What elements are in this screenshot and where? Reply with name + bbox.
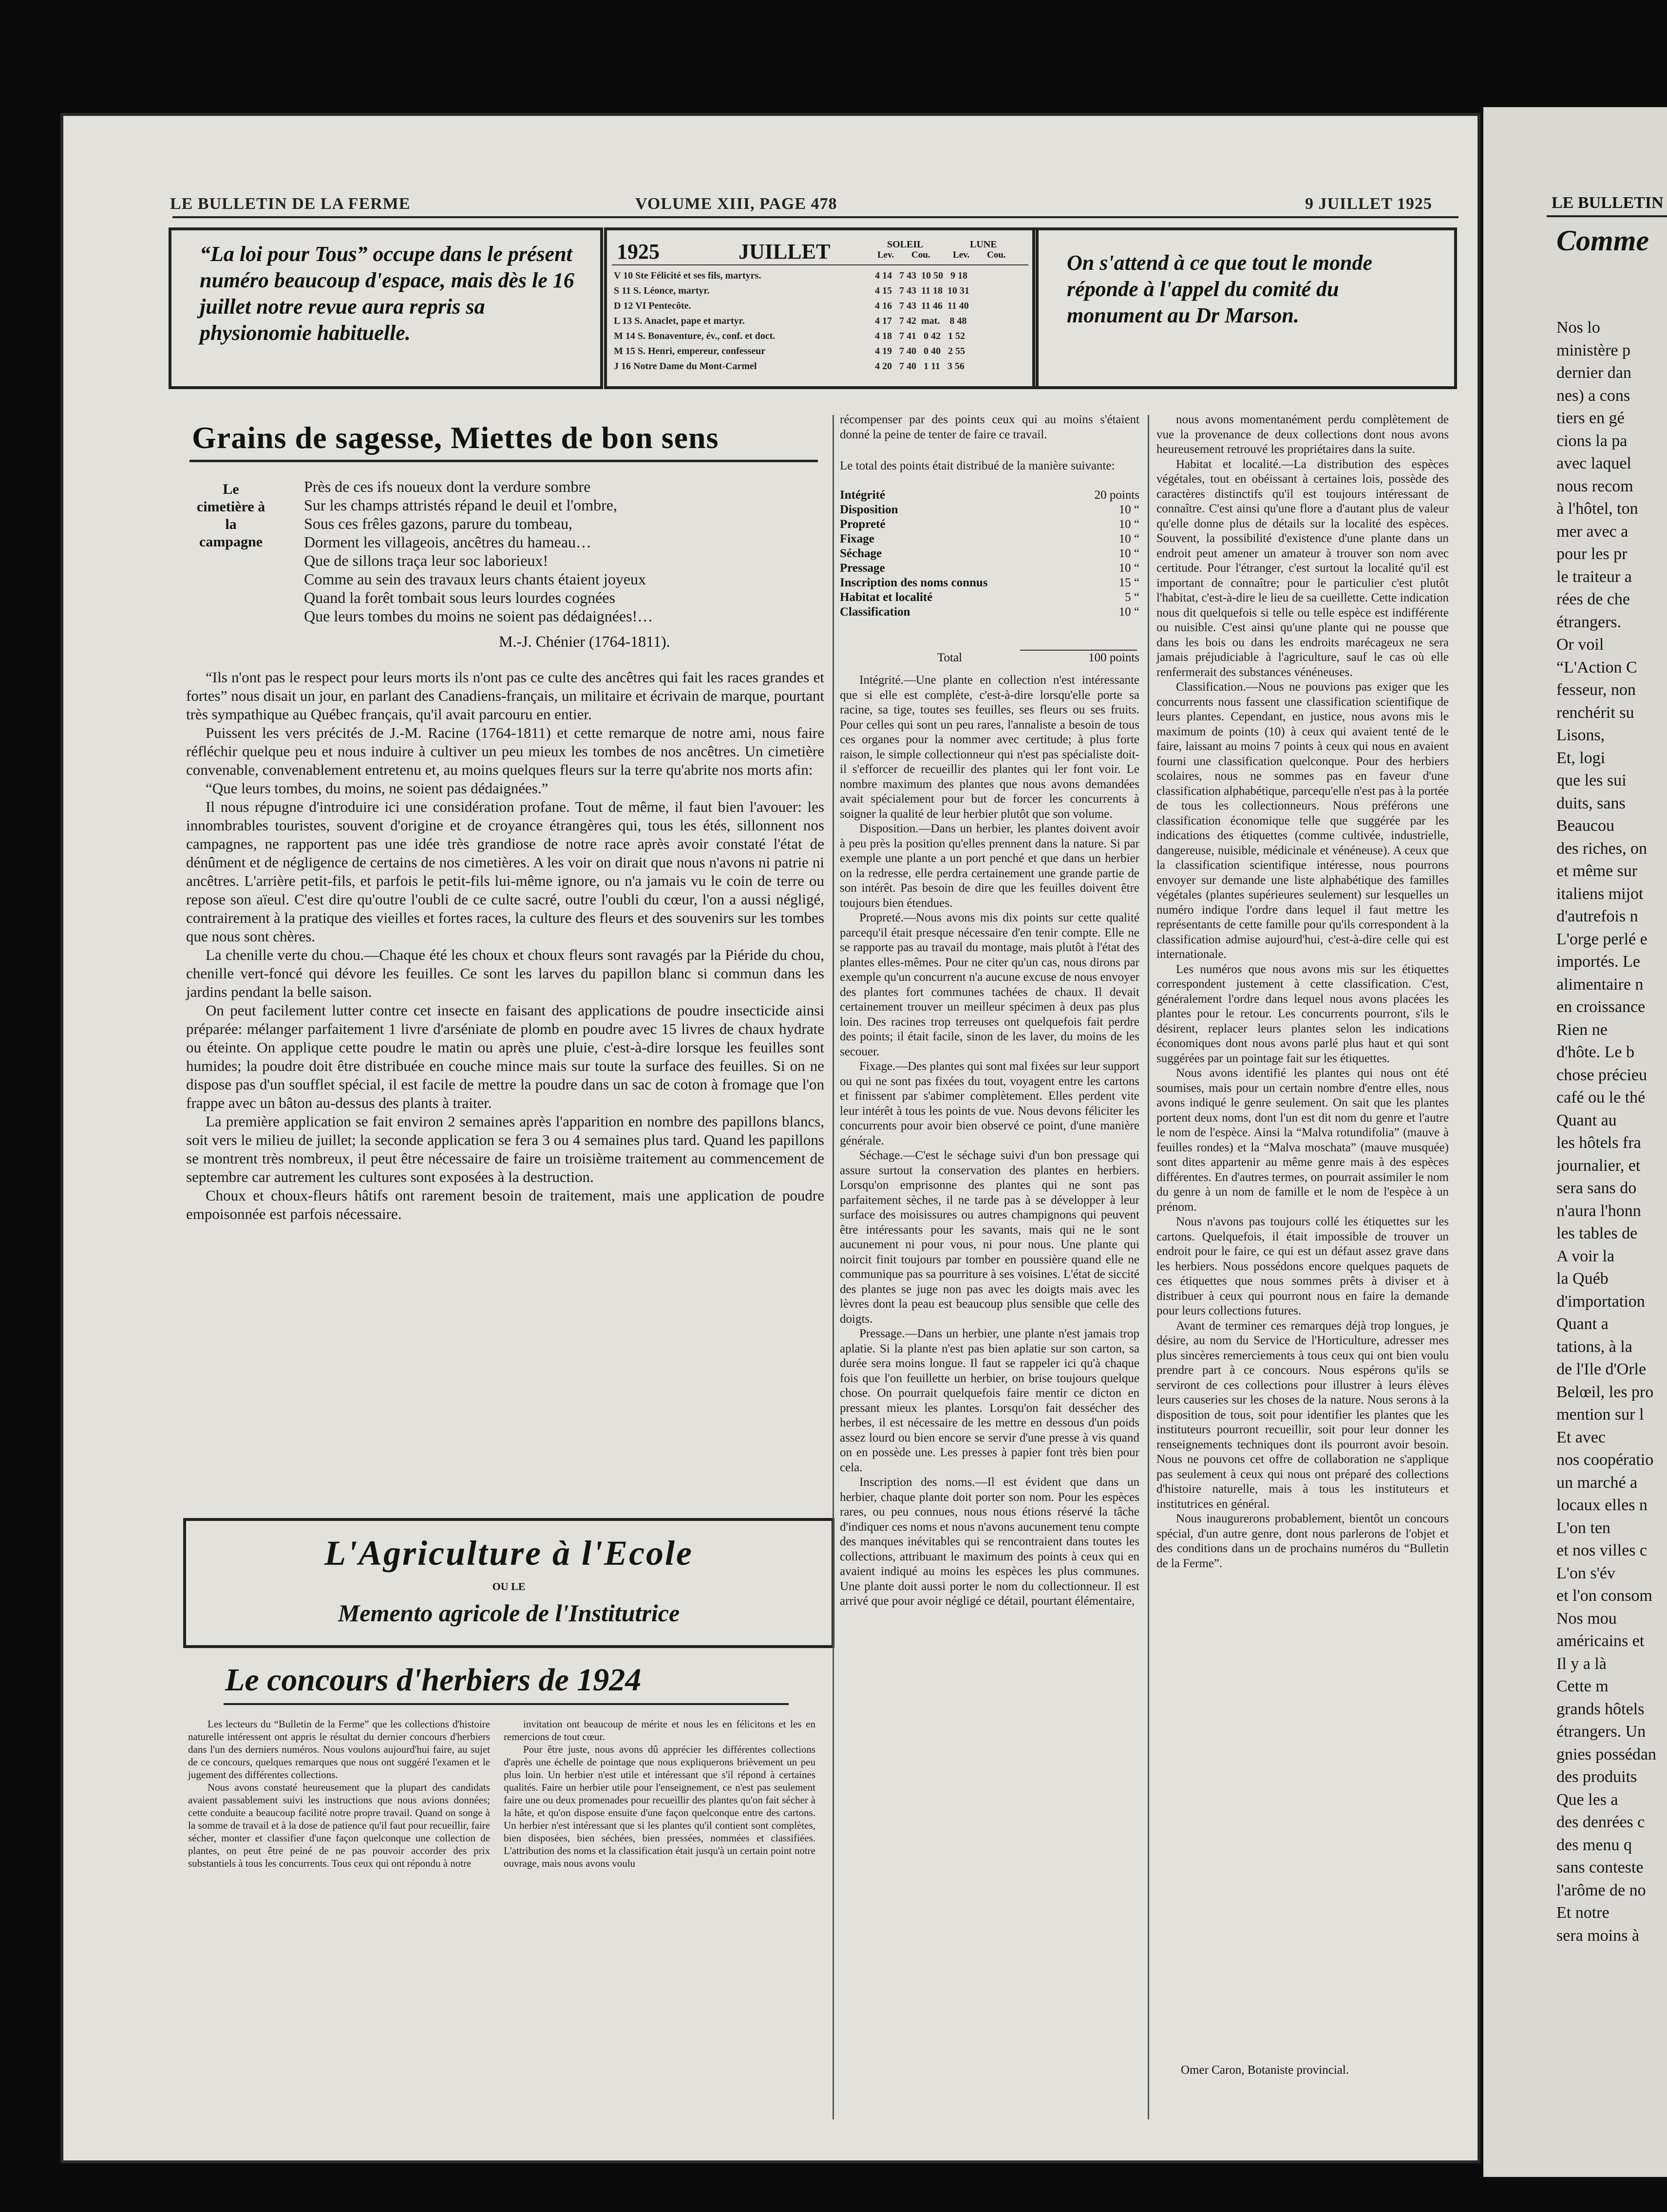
calendar-sub-cou2: Cou.: [987, 250, 1006, 260]
next-page-line: de l'Ile d'Orle: [1556, 1360, 1647, 1378]
running-head-left: LE BULLETIN DE LA FERME: [170, 195, 411, 213]
next-page-line: L'orge perlé e: [1556, 930, 1648, 948]
points-row: [840, 532, 1139, 546]
poem-line: Sur les champs attristés répand le deuil et l'ombre,: [304, 496, 617, 514]
concours-heading: Le concours d'herbiers de 1924: [225, 1662, 642, 1698]
points-table: [840, 488, 1139, 619]
next-page-line: nos coopératio: [1556, 1451, 1654, 1469]
points-value: 5 “: [1125, 591, 1139, 604]
points-row: [840, 517, 1139, 532]
poem-author: M.-J. Chénier (1764-1811).: [499, 633, 670, 650]
poem-line: Près de ces ifs noueux dont la verdure sombre: [304, 478, 591, 495]
paragraph: nous avons momentanément perdu complètement de vue la provenance de deux collections dont nous avons heureusement retrouvé les propriétaires dans la suite.: [1156, 413, 1449, 456]
next-page-line: les hôtels fra: [1556, 1134, 1641, 1152]
next-page-line: que les sui: [1556, 771, 1627, 789]
points-row: [840, 503, 1139, 517]
next-page-line: Cette m: [1556, 1677, 1609, 1695]
next-page-line: étrangers.: [1556, 613, 1622, 631]
next-page-line: Nos lo: [1556, 319, 1600, 337]
next-page-line: tations, à la: [1556, 1337, 1632, 1356]
poem-label: Le cimetière à la campagne: [196, 481, 265, 550]
paragraph: Fixage.—Des plantes qui sont mal fixées sur leur support ou qui ne sont pas fixées du tout, voyagent entre les cartons et finissent par s'abimer complètement. Elles perdent vite leur intérêt à tous les points de vue. Nous devons féliciter les concurrents pour avoir bien observé ce point, d'une manière générale.: [840, 1060, 1139, 1147]
next-page-line: café ou le thé: [1556, 1088, 1646, 1106]
points-row: [840, 576, 1139, 590]
calendar-times: 4 17 7 42 mat. 8 48: [875, 316, 967, 326]
next-page-title: Comme: [1556, 225, 1649, 257]
grains-heading-underline: [189, 460, 818, 462]
paragraph: invitation ont beaucoup de mérite et nous les en félicitons et les en remercions de tout cœur.: [504, 1718, 815, 1743]
next-page-line: la Québ: [1556, 1270, 1609, 1288]
notice-box-right: [1032, 227, 1457, 389]
next-page-line: alimentaire n: [1556, 975, 1644, 994]
col3-body: [840, 673, 1139, 1609]
next-page-line: nous recom: [1556, 477, 1633, 495]
next-page-line: des riches, on: [1556, 839, 1648, 858]
calendar-sub-cou1: Cou.: [911, 250, 930, 260]
paragraph: Nous avons constaté heureusement que la plupart des candidats avaient passablement suivi les instructions que nous avions données; cette conduite a beaucoup facilité notre propre travail. Quand on songe à la somme de travail et à la dose de patience qu'il faut pour recueillir, faire sécher, monter et classifier d'une façon quelconque une collection de plantes, on peut être peiné de ne pas pouvoir accorder des prix substantiels à tous les concurrents. Tous ceux qui ont répondu à notre: [188, 1781, 490, 1869]
paragraph: On peut facilement lutter contre cet insecte en faisant des applications de poudre insecticide ainsi préparée: mélanger parfaitement 1 livre d'arséniate de plomb en poudre avec 15 livres de chaux hydrate ou éteinte. On applique cette poudre le matin ou après une pluie, c'est-à-dire lorsque les feuilles sont humides; la poudre doit être distribuée en couche mince mais sur toute la surface des feuilles. Si on ne dispose pas d'un soufflet spécial, il est facile de mettre la poudre dans un sac de coton à fromage que l'on frappe avec un bâton au-dessus des plants à traiter.: [186, 1002, 824, 1111]
next-page-line: des menu q: [1556, 1836, 1632, 1854]
next-page-line: importés. Le: [1556, 953, 1640, 971]
calendar-day: L 13 S. Anaclet, pape et martyr.: [614, 316, 745, 326]
next-page-line: et même sur: [1556, 862, 1638, 880]
next-page-line: en croissance: [1556, 998, 1646, 1016]
points-value: 10 “: [1118, 518, 1139, 531]
next-page-line: renchérit su: [1556, 703, 1634, 722]
poem-line: Que leurs tombes du moins ne soient pas dédaignées!…: [304, 607, 653, 625]
paragraph: La chenille verte du chou.—Chaque été les choux et choux fleurs sont ravagés par la Piéride du chou, chenille vert-foncé qui dévore les feuilles. Ce sont les larves du papillon blanc si commun dans les jardins pendant la belle saison.: [186, 946, 824, 1000]
next-page-line: le traiteur a: [1556, 567, 1632, 586]
col4-body: [1156, 412, 1449, 1571]
calendar-day: D 12 VI Pentecôte.: [614, 300, 691, 311]
next-page-line: un marché a: [1556, 1473, 1638, 1492]
paragraph: “Que leurs tombes, du moins, ne soient pas dédaignées.”: [206, 780, 549, 797]
next-page-line: les tables de: [1556, 1224, 1638, 1242]
paragraph: Pour être juste, nous avons dû apprécier les différentes collections d'après une échelle de pointage que nous expliquerons brièvement un peu plus loin. Un herbier n'est utile et intéressant que s'il répond à certaines qualités. Faire un herbier utile pour l'enseignement, ce n'est pas seulement faire une ou deux promenades pour recueillir des plantes qu'on fait sécher à la hâte, et qu'on dispose ensuite d'une façon quelconque entre des cartons. Un herbier n'est intéressant que si les plantes qu'il contient sont complètes, bien disposées, bien séchées, bien pressées, nommées et classifiées. L'attribution des noms et la classification était jusqu'à un certain point notre ouvrage, mais nous avons voulu: [504, 1743, 815, 1869]
paragraph: Inscription des noms.—Il est évident que dans un herbier, chaque plante doit porter son nom. Pour les espèces rares, ou peu connues, nous nous étions réservé la tâche d'indiquer ces noms et nous n'avons aucunement tenu compte des manques inévitables qui se rencontraient dans toutes les collections, attribuant le maximum des points à ceux qui en avaient indiqué au moins les espèces les plus communes. Une plante doit aussi porter le nom du collectionneur. Il est arrivé que pour avoir négligé ce détail, pourtant élémentaire,: [840, 1476, 1139, 1608]
next-page-line: Quant au: [1556, 1111, 1617, 1129]
points-total-label: Total: [937, 651, 963, 664]
next-page-line: sera sans do: [1556, 1179, 1637, 1197]
paragraph: Les lecteurs du “Bulletin de la Ferme” que les collections d'histoire naturelle intéressent ont appris le résultat du dernier concours d'herbiers dans l'un des derniers numéros. Nous voulons aujourd'hui faire, au sujet de ce concours, quelques remarques que nous ont suggéré l'examen et le jugement des différentes collections.: [188, 1718, 490, 1781]
calendar-times: 4 20 7 40 1 11 3 56: [875, 361, 965, 372]
calendar-times: 4 16 7 43 11 46 11 40: [875, 300, 969, 311]
next-page-line: Nos mou: [1556, 1609, 1617, 1628]
notice-left-text: “La loi pour Tous” occupe dans le présent numéro beaucoup d'espace, mais dès le 16 juillet notre revue aura repris sa physionomie habituelle.: [200, 242, 574, 345]
next-page-line: fesseur, non: [1556, 681, 1636, 699]
points-row: [840, 605, 1139, 619]
next-page-line: grands hôtels: [1556, 1700, 1645, 1718]
points-label: Classification: [840, 605, 910, 619]
column-rule-2: [1148, 415, 1149, 2119]
next-page-line: L'on ten: [1556, 1518, 1610, 1537]
newspaper-page: [60, 113, 1480, 2163]
points-label: Propreté: [840, 518, 886, 531]
points-label: Fixage: [840, 532, 874, 545]
concours-underline: [224, 1703, 789, 1705]
calendar-box: [604, 227, 1039, 389]
next-page-line: gnies possédan: [1556, 1745, 1656, 1763]
calendar-times: 4 14 7 43 10 50 9 18: [875, 270, 967, 281]
next-page-line: nes) a cons: [1556, 386, 1630, 405]
points-label: Pressage: [840, 562, 885, 575]
next-page-line: Il y a là: [1556, 1654, 1607, 1673]
points-row: [840, 546, 1139, 561]
paragraph: Avant de terminer ces remarques déjà trop longues, je désire, au nom du Service de l'Horticulture, adresser mes plus sincères remerciements à tous ceux qui ont bien voulu prendre part à ce concours. Nous espérons qu'ils se serviront de ces collections pour illustrer à leurs élèves leurs causeries sur les choses de la nature. Nous serons à la disposition de tous, soit pour identifier les plantes que les instituteurs pourront recueillir, soit pour leur donner les renseignements techniques dont ils pourront avoir besoin. Nous ne pouvons cet offre de collaboration ne s'applique pas seulement à ceux qui nous ont préparé des collections d'histoire naturelle, mais à tous les instituteurs et institutrices en général.: [1156, 1319, 1449, 1511]
next-page-line: Quant a: [1556, 1315, 1609, 1333]
paragraph: Les numéros que nous avons mis sur les étiquettes correspondent justement à cette classification. C'est, généralement l'ordre dans lequel nous avons placées les plantes pour le retour. Les concurrents pourront, s'ils le désirent, replacer leurs plantes selon les indications économiques dont nous avons parlé plus haut et qui sont suggérées par un pointage fait sur les étiquettes.: [1156, 962, 1449, 1065]
points-label: Séchage: [840, 547, 882, 560]
next-page-edge: [1483, 107, 1667, 2177]
next-page-line: n'aura l'honn: [1556, 1201, 1641, 1220]
calendar-year: 1925: [617, 240, 660, 263]
concours-col2: [504, 1718, 815, 1870]
agri-ou-le: OU LE: [492, 1580, 526, 1593]
paragraph: Il nous répugne d'introduire ici une considération profane. Tout de même, il faut bien l'avouer: les innombrables touristes, souvent d'origine et de croyance étrangères qui, tous les étés, sillonnent nos campagnes, ne rapportent pas une idée très grandiose de notre race après avoir constaté l'état de dénûment et de négligence de certains de nos cimetières. A les voir on dirait que nous n'avons ni patrie ni ancêtres. L'arrière petit-fils, et parfois le petit-fils lui-même ignore, ou n'a jamais vu le coin de terre ou repose son aïeul. C'est dire qu'outre l'oubli de ce culte sacré, outre l'oubli du cœur, l'on a aussi négligé, contrairement à la pratique des vieilles et fortes races, la culture des fleurs et des souvenirs sur les tombes que nous sont chères.: [186, 798, 824, 945]
points-label: Inscription des noms connus: [840, 576, 988, 589]
next-page-line: rées de che: [1556, 590, 1630, 608]
running-head-center: VOLUME XIII, PAGE 478: [635, 195, 837, 213]
next-page-line: Or voil: [1556, 636, 1604, 654]
points-value: 20 points: [1094, 488, 1139, 502]
next-page-line: sans conteste: [1556, 1858, 1644, 1876]
next-page-line: italiens mijot: [1556, 884, 1644, 903]
next-page-line: duits, sans: [1556, 794, 1626, 812]
points-label: Disposition: [840, 503, 898, 516]
next-page-line: Belœil, les pro: [1556, 1383, 1654, 1401]
paragraph: Séchage.—C'est le séchage suivi d'un bon pressage qui assure surtout la conservation des plantes en herbiers. Lorsqu'on emprisonne des plantes qui ne sont pas parfaitement sèches, il ne tarde pas à se développer à leur surface des moisissures ou autres champignons qui peuvent être intéressants pour les savants, mais qui ne le sont aucunement ni pour vous, ni pour nous. Une plante qui noircit finit toujours par tomber en poussière quand elle ne communique pas sa pourriture à ses voisines. L'état de siccité des plantes se juge non pas avec les doigts mais avec les lèvres dont la peau est beaucoup plus sensible que celle des doigts.: [840, 1149, 1139, 1326]
next-page-line: américains et: [1556, 1632, 1645, 1650]
next-page-line: mer avec a: [1556, 522, 1629, 541]
concours-col1: [188, 1718, 490, 1870]
col3-intro: récompenser par des points ceux qui au moins s'étaient donné la peine de tenter de faire ce travail.: [840, 413, 1139, 441]
points-label: Intégrité: [840, 488, 886, 502]
next-page-line: sera moins à: [1556, 1926, 1639, 1945]
points-row: [840, 488, 1139, 503]
calendar-day: M 15 S. Henri, empereur, confesseur: [614, 346, 766, 356]
calendar-day: V 10 Ste Félicité et ses fils, martyrs.: [614, 270, 761, 281]
next-page-line: tiers en gé: [1556, 409, 1625, 427]
paragraph: Habitat et localité.—La distribution des espèces végétales, tout en obéissant à certaines lois, possède des caractères distinctifs qu'il est toujours intéressant de connaître. C'est ainsi qu'une flore a d'autant plus de valeur qu'elle donne plus de détails sur la localité des espèces. Souvent, la possibilité d'existence d'une plante dans un endroit peut amener un amateur à trouver son nom avec certitude. Pour l'étranger, c'est surtout la localité qu'il est important de connaître; pour le particulier c'est plutôt l'habitat, c'est-à-dire le lieu de sa cueillette. Cette indication nous dit quelquefois si telle ou telle espèce est indifférente ou nuisible. C'est ainsi qu'une plante qui ne pousse que dans les bois ou dans les endroits marécageux ne sera jamais préjudiciable à l'agriculture, sauf le cas où elle renfermerait des substances vénéneuses.: [1156, 457, 1449, 679]
points-value: 10 “: [1118, 532, 1139, 545]
calendar-times: 4 19 7 40 0 40 2 55: [875, 346, 965, 356]
calendar-soleil-label: SOLEIL: [887, 239, 924, 250]
poem: [304, 477, 815, 625]
paragraph: Puissent les vers précités de J.-M. Racine (1764-1811) et cette remarque de notre ami, nous faire réfléchir quelque peu et nous induire à cultiver un peu mieux les tombes de nos ancêtres. Un cimetière convenable, convenablement entretenu et, au moins quelques fleurs sur la terre qu'abrite nos morts afin:: [186, 724, 824, 778]
points-total-row: [840, 651, 1139, 665]
notice-right-text: On s'attend à ce que tout le monde réponde à l'appel du comité du monument au Dr Marson.: [1067, 251, 1372, 327]
next-page-lines: [1556, 317, 1667, 1947]
next-page-line: pour les pr: [1556, 545, 1628, 563]
next-page-line: des produits: [1556, 1768, 1637, 1786]
next-page-line: ministère p: [1556, 341, 1631, 359]
next-page-line: d'autrefois n: [1556, 907, 1638, 925]
next-page-line: locaux elles n: [1556, 1496, 1648, 1514]
col3-intro2: Le total des points était distribué de la manière suivante:: [840, 459, 1115, 472]
poem-line: Quand la forêt tombait sous leurs lourdes cognées: [304, 589, 615, 606]
points-value: 10 “: [1118, 503, 1139, 516]
next-page-line: d'hôte. Le b: [1556, 1043, 1635, 1061]
calendar-day: J 16 Notre Dame du Mont-Carmel: [614, 361, 757, 372]
next-page-line: mention sur l: [1556, 1406, 1644, 1424]
next-page-line: Et, logi: [1556, 749, 1606, 767]
points-value: 10 “: [1118, 547, 1139, 560]
next-page-line: “L'Action C: [1556, 658, 1637, 676]
paragraph: Disposition.—Dans un herbier, les plantes doivent avoir à peu près la position qu'elles prennent dans la nature. Si par exemple une plante a un port penché et que dans un herbier on la redresse, elle perdra certainement une grande partie de son intérêt. Pas besoin de dire que les feuilles doivent être toujours bien étendues.: [840, 822, 1139, 910]
next-page-rule: [1547, 215, 1667, 217]
poem-line: Dorment les villageois, ancêtres du hameau…: [304, 533, 592, 551]
notice-box-left: [169, 227, 603, 389]
paragraph: Nous n'avons pas toujours collé les étiquettes sur les cartons. Quelquefois, il était impossible de trouver un endroit pour le faire, ce qui est un défaut assez grave dans les herbiers. Nous possédons encore quelques paquets de ces étiquettes que nous sommes prêts à diviser et à distribuer à ceux qui pourront nous en faire la demande pour leurs collections futures.: [1156, 1215, 1449, 1317]
next-page-line: journalier, et: [1556, 1156, 1641, 1175]
paragraph: Pressage.—Dans un herbier, une plante n'est jamais trop aplatie. Si la plante n'est pas bien aplatie sur son carton, sa durée sera moins longue. Il faut se rappeler ici qu'à chaque fois que l'on feuillette un herbier, on brise toujours quelque chose. On pourrait quelquefois faire mentir ce dicton en pressant mieux les plantes. Lorsqu'on fait dessécher des herbes, il est nécessaire de les mettre en dessous d'un poids assez lourd ou bien encore se servir d'une presse à vis quand on en possède une. Les presses à papier font très bien pour cela.: [840, 1327, 1139, 1474]
next-page-line: Beaucou: [1556, 817, 1614, 835]
agri-subtitle: Memento agricole de l'Institutrice: [338, 1599, 680, 1627]
next-page-line: d'importation: [1556, 1292, 1645, 1311]
next-page-line: L'on s'év: [1556, 1564, 1615, 1582]
paragraph: Nous avons identifié les plantes qui nous ont été soumises, mais pour un certain nombre d'entre elles, nous avons indiqué le genre seulement. On sait que les plantes portent deux noms, dont l'un est dit nom du genre et l'autre le nom de l'espèce. Ainsi la “Malva rotundifolia” (mauve à feuilles rondes) et la “Malva moschata” (mauve musquée) sont dites appartenir au même genre mais à des espèces différentes. En d'autres termes, on pourrait assimiler le nom du genre à un nom de famille et le nom de l'espèce à un prénom.: [1156, 1067, 1449, 1214]
calendar-times: 4 15 7 43 11 18 10 31: [875, 285, 969, 296]
signature: Omer Caron, Botaniste provincial.: [1181, 2063, 1349, 2077]
next-page-line: des denrées c: [1556, 1813, 1645, 1831]
points-value: 15 “: [1118, 576, 1139, 589]
next-page-line: Lisons,: [1556, 726, 1605, 744]
agri-box: [183, 1518, 834, 1648]
grains-body: [186, 668, 824, 1223]
next-page-line: Que les a: [1556, 1790, 1618, 1809]
points-row: [840, 590, 1139, 605]
next-page-line: Rien ne: [1556, 1020, 1608, 1039]
header-rule: [172, 216, 1459, 218]
next-page-line: dernier dan: [1556, 364, 1631, 382]
points-row: [840, 561, 1139, 576]
next-page-line: Et notre: [1556, 1904, 1610, 1922]
paragraph: Choux et choux-fleurs hâtifs ont rarement besoin de traitement, mais une application de poudre empoisonnée est parfois nécessaire.: [186, 1187, 824, 1222]
grains-heading: Grains de sagesse, Miettes de bon sens: [192, 420, 719, 455]
calendar-rule: [612, 264, 1028, 265]
column-rule-1: [833, 415, 834, 2119]
next-page-line: étrangers. Un: [1556, 1723, 1646, 1741]
calendar-sub-lev2: Lev.: [953, 250, 970, 260]
next-page-line: et nos villes c: [1556, 1541, 1648, 1559]
paragraph: Classification.—Nous ne pouvions pas exiger que les concurrents nous fassent une classification scientifique de leurs plantes. Cependant, en justice, nous avons mis le maximum de points (10) à ceux qui avaient tenté de le faire, laissant au moins 7 points à ceux qui nous en avaient fourni une classification quelconque. Pour des herbiers scolaires, nous ne sommes pas en faveur d'une classification alphabétique, parcequ'elle n'est pas à la portée de tous les collectionneurs. Nous préférons une classification économique telle que suggérée par les indications des étiquettes (comme cultivée, industrielle, dangereuse, nuisible, médicinale et vénéneuse). A ceux que la classification scientifique intéresse, nous pourrons envoyer sur demande une liste alphabétique des familles végétales (plantes supérieures seulement) sur lesquelles un numéro indique l'ordre dans lequel il faut mettre les représentants de cette famille pour qu'ils correspondent à la classification admise aujourd'hui, c'est-à-dire celle qui est internationale.: [1156, 680, 1449, 961]
next-page-line: cions la pa: [1556, 431, 1628, 450]
calendar-lune-label: LUNE: [970, 239, 997, 250]
next-page-head: LE BULLETIN: [1552, 194, 1664, 212]
points-value: 10 “: [1118, 605, 1139, 619]
next-page-line: Et avec: [1556, 1428, 1606, 1446]
points-value: 10 “: [1118, 562, 1139, 575]
calendar-day: M 14 S. Bonaventure, év., conf. et doct.: [614, 331, 776, 341]
points-total-value: 100 points: [1088, 651, 1139, 664]
paragraph: “Ils n'ont pas le respect pour leurs morts ils n'ont pas ce culte des ancêtres qui fait les races grandes et fortes” nous disait un jour, en parlant des Canadiens-français, un militaire et écrivain de marque, pourtant très sympathique au Québec français, qu'il avait parcouru en entier.: [186, 669, 824, 723]
next-page-line: avec laquel: [1556, 454, 1631, 472]
next-page-line: A voir la: [1556, 1247, 1614, 1265]
next-page-line: chose précieu: [1556, 1066, 1647, 1084]
next-page-line: et l'on consom: [1556, 1587, 1652, 1605]
next-page-line: à l'hôtel, ton: [1556, 500, 1638, 518]
points-total-rule: [1020, 650, 1137, 651]
next-page-line: l'arôme de no: [1556, 1881, 1646, 1899]
running-head-right: 9 JUILLET 1925: [1305, 195, 1432, 213]
paragraph: La première application se fait environ 2 semaines après l'apparition en nombre des papillons blancs, soit vers le milieu de juillet; la seconde application se fera 3 ou 4 semaines plus tard. Quand les papillons se montrent très nombreux, il peut être nécessaire de faire un troisième traitement au commencement de septembre car autrement les cultures sont exposées à la destruction.: [186, 1113, 824, 1185]
poem-line: Comme au sein des travaux leurs chants étaient joyeux: [304, 570, 646, 588]
paragraph: Intégrité.—Une plante en collection n'est intéressante que si elle est complète, c'est-à-dire lorsqu'elle porte sa racine, sa tige, toutes ses feuilles, ses fleurs ou ses fruits. Pour celles qui sont un peu rares, l'annaliste a besoin de tous ces organes pour la nommer avec certitude; à plus forte raison, le simple collectionneur qui n'est pas spécialiste doit-il s'efforcer de recueillir des plantes qui ler font voir. Le nombre maximum des plantes que nous avons demandées avait spécialement pour but de forcer les concurrents à soigner la qualité de leur herbier plutôt que son volume.: [840, 674, 1139, 821]
poem-line: Sous ces frêles gazons, parure du tombeau,: [304, 515, 572, 532]
poem-line: Que de sillons traça leur soc laborieux!: [304, 552, 549, 569]
paragraph: Nous inaugurerons probablement, bientôt un concours spécial, d'un autre genre, dont nous parlerons de l'objet et des conditions dans un de prochains numéros du “Bulletin de la Ferme”.: [1156, 1512, 1449, 1570]
points-label: Habitat et localité: [840, 591, 933, 604]
agri-title: L'Agriculture à l'Ecole: [324, 1534, 693, 1573]
paragraph: Propreté.—Nous avons mis dix points sur cette qualité parcequ'il était presque nécessaire d'en tenir compte. Elle ne se rapporte pas au travail du montage, mais plutôt à l'état des plantes elles-mêmes. Pour ne citer qu'un cas, nous dirons par exemple qu'un concurrent n'a aucune excuse de nous envoyer des plantes fort communes tachées de chaux. Il devait certainement trouver un meilleur spécimen à deux pas plus loin. Des racines trop terreuses ont quelquefois fait perdre des points; il était facile, sinon de les laver, du moins de les secouer.: [840, 911, 1139, 1058]
calendar-sub-lev1: Lev.: [877, 250, 894, 260]
calendar-month: JUILLET: [739, 240, 831, 263]
calendar-day: S 11 S. Léonce, martyr.: [614, 285, 710, 296]
calendar-times: 4 18 7 41 0 42 1 52: [875, 331, 965, 341]
